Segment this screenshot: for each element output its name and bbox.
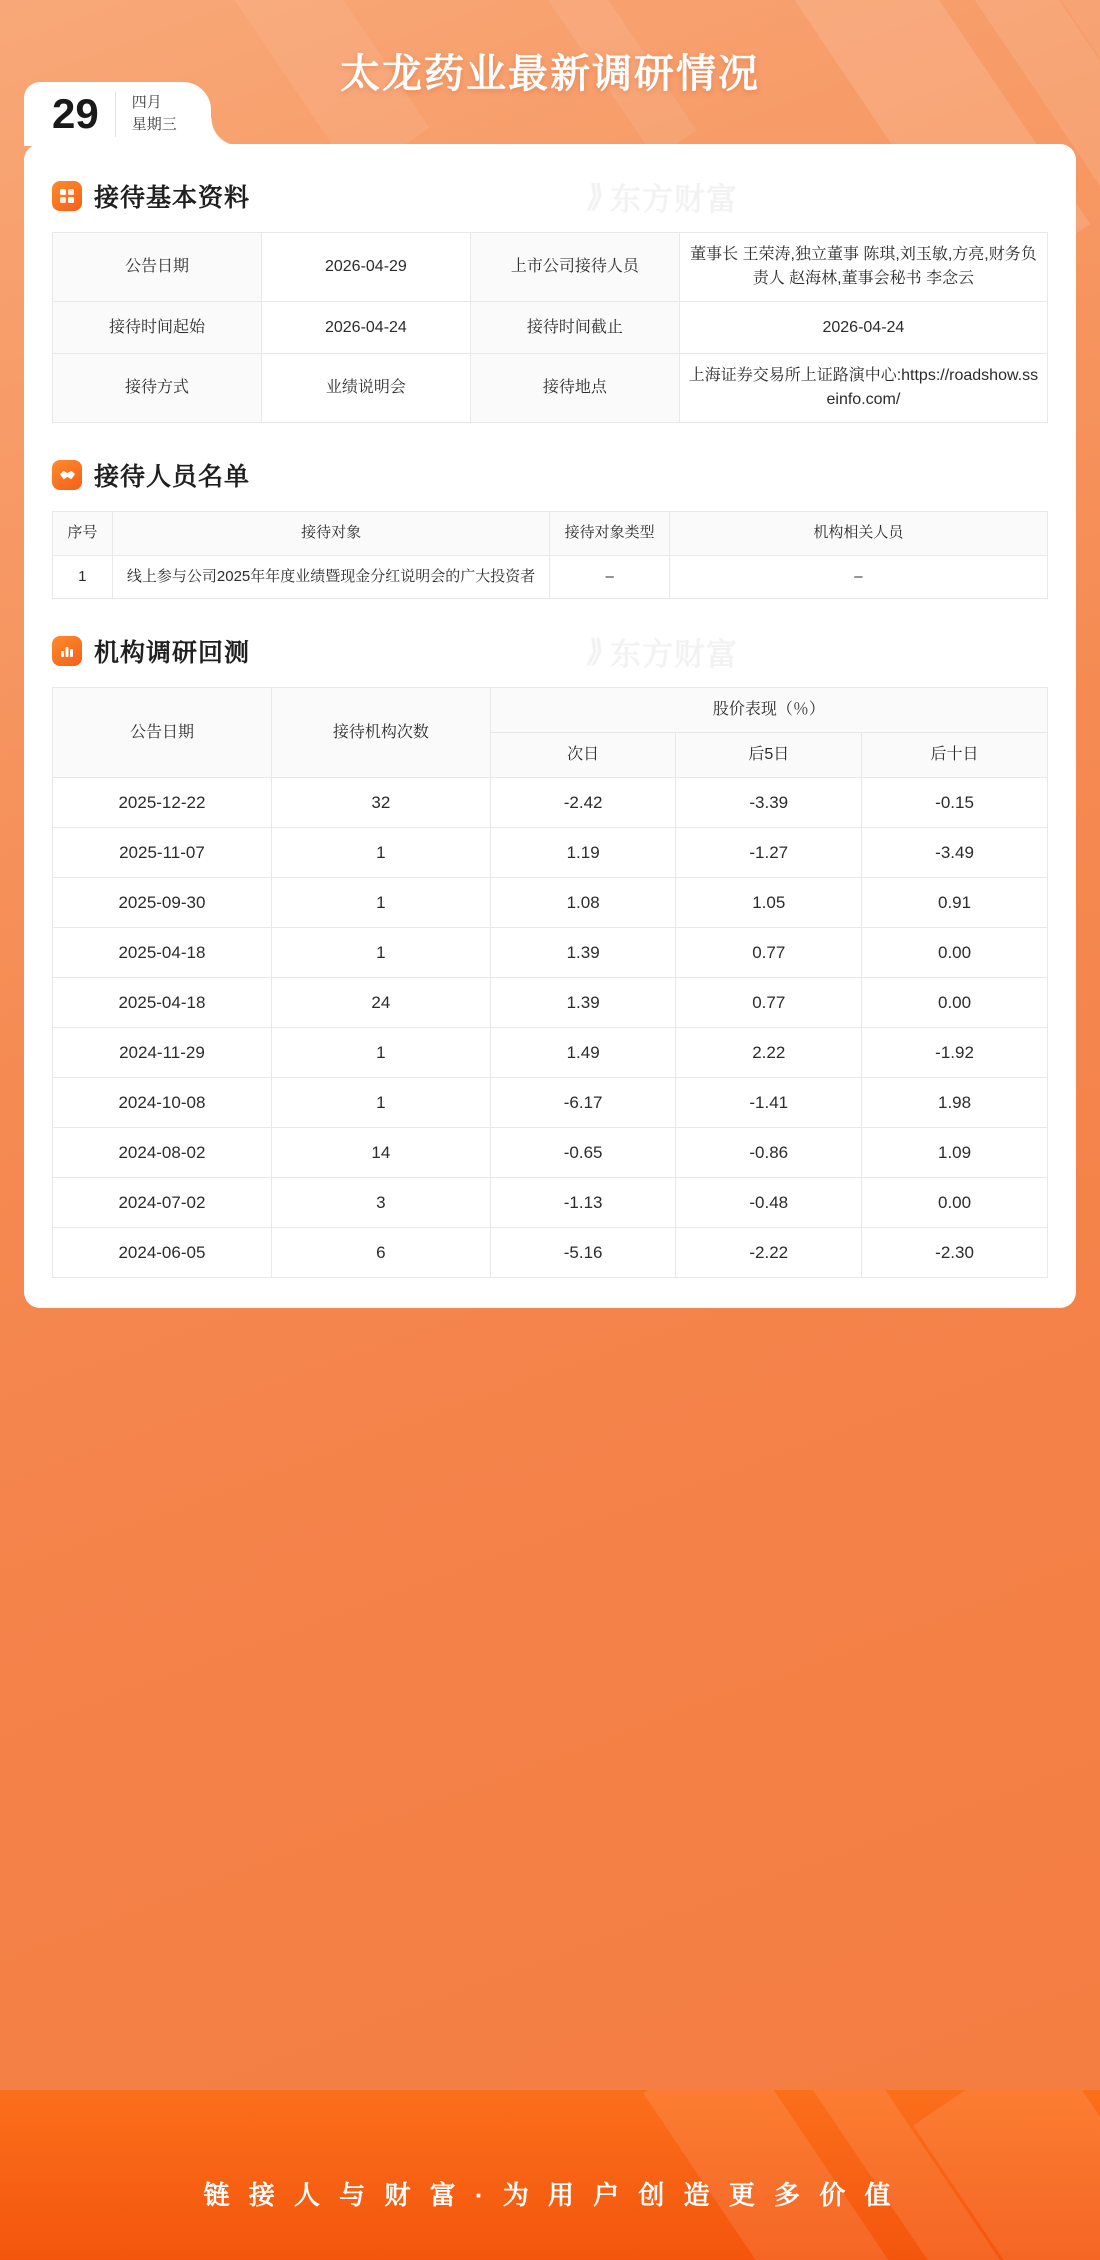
cell-next-day: 1.39 — [490, 978, 676, 1028]
column-header-performance: 股价表现（％） — [490, 688, 1047, 733]
table-row — [53, 1228, 1048, 1278]
cell-count: 1 — [271, 828, 490, 878]
cell-next-day: -0.65 — [490, 1128, 676, 1178]
cell-after-10: -0.15 — [862, 778, 1048, 828]
cell-date: 2024-06-05 — [53, 1228, 272, 1278]
cell-after-5: -0.86 — [676, 1128, 862, 1178]
cell-next-day: -2.42 — [490, 778, 676, 828]
cell-date: 2025-09-30 — [53, 878, 272, 928]
cell-after-5: -1.27 — [676, 828, 862, 878]
section-visitor-list — [24, 423, 1076, 599]
cell-value: 2026-04-24 — [261, 302, 470, 354]
cell-date: 2024-10-08 — [53, 1078, 272, 1128]
bar-chart-icon — [52, 636, 82, 666]
cell-value: 2026-04-29 — [261, 233, 470, 302]
cell-after-5: -3.39 — [676, 778, 862, 828]
column-header-after-5: 后5日 — [676, 733, 862, 778]
cell-date: 2025-12-22 — [53, 778, 272, 828]
cell-index: 1 — [53, 555, 113, 599]
cell-next-day: 1.49 — [490, 1028, 676, 1078]
cell-label: 接待地点 — [470, 354, 679, 423]
table-row — [53, 978, 1048, 1028]
cell-count: 1 — [271, 878, 490, 928]
date-day: 29 — [52, 90, 99, 137]
cell-count: 6 — [271, 1228, 490, 1278]
section-title: 机构调研回测 — [94, 639, 251, 667]
cell-next-day: 1.39 — [490, 928, 676, 978]
cell-value: 上海证券交易所上证路演中心:https://roadshow.sseinfo.com/ — [679, 354, 1047, 423]
cell-after-10: -1.92 — [862, 1028, 1048, 1078]
column-header-date: 公告日期 — [53, 688, 272, 778]
table-row — [53, 828, 1048, 878]
cell-label: 接待方式 — [53, 354, 262, 423]
footer-band — [0, 2090, 1100, 2260]
cell-target: 线上参与公司2025年年度业绩暨现金分红说明会的广大投资者 — [112, 555, 550, 599]
cell-next-day: -6.17 — [490, 1078, 676, 1128]
table-row — [53, 302, 1048, 354]
grid-icon — [52, 181, 82, 211]
cell-after-10: 1.98 — [862, 1078, 1048, 1128]
cell-after-10: 0.00 — [862, 978, 1048, 1028]
cell-after-5: -0.48 — [676, 1178, 862, 1228]
cell-date: 2024-07-02 — [53, 1178, 272, 1228]
cell-label: 接待时间截止 — [470, 302, 679, 354]
basic-info-table — [52, 232, 1048, 423]
cell-after-10: 0.91 — [862, 878, 1048, 928]
table-row — [53, 1178, 1048, 1228]
column-header-index: 序号 — [53, 512, 113, 556]
cell-after-10: -2.30 — [862, 1228, 1048, 1278]
column-header-type: 接待对象类型 — [550, 512, 669, 556]
page-title: 太龙药业最新调研情况 — [340, 52, 760, 96]
cell-next-day: -5.16 — [490, 1228, 676, 1278]
table-header-row — [53, 688, 1048, 733]
table-row — [53, 1078, 1048, 1128]
date-month: 四月 — [131, 93, 162, 111]
cell-count: 1 — [271, 1028, 490, 1078]
cell-count: 32 — [271, 778, 490, 828]
section-basic-info — [24, 144, 1076, 423]
cell-after-10: 1.09 — [862, 1128, 1048, 1178]
watermark-text: 东方财富 — [610, 637, 738, 672]
date-meta — [115, 92, 177, 137]
table-row — [53, 354, 1048, 423]
watermark-logo: ⟫ — [584, 635, 607, 668]
table-row — [53, 878, 1048, 928]
section-header — [52, 144, 1048, 232]
backtest-table — [52, 687, 1048, 1278]
visitor-list-table — [52, 511, 1048, 599]
cell-next-day: 1.19 — [490, 828, 676, 878]
cell-after-5: 0.77 — [676, 978, 862, 1028]
content-card — [24, 90, 1076, 1308]
cell-after-5: -2.22 — [676, 1228, 862, 1278]
cell-after-10: -3.49 — [862, 828, 1048, 878]
cell-after-10: 0.00 — [862, 928, 1048, 978]
column-header-next-day: 次日 — [490, 733, 676, 778]
cell-date: 2025-04-18 — [53, 928, 272, 978]
cell-next-day: -1.13 — [490, 1178, 676, 1228]
date-weekday: 星期三 — [131, 116, 177, 133]
cell-date: 2024-11-29 — [53, 1028, 272, 1078]
cell-label: 公告日期 — [53, 233, 262, 302]
column-header-after-10: 后十日 — [862, 733, 1048, 778]
handshake-icon — [52, 460, 82, 490]
cell-staff: – — [669, 555, 1047, 599]
cell-value: 2026-04-24 — [679, 302, 1047, 354]
section-backtest — [24, 599, 1076, 1278]
cell-count: 1 — [271, 928, 490, 978]
cell-after-5: 1.05 — [676, 878, 862, 928]
section-header — [52, 599, 1048, 687]
watermark — [584, 174, 738, 219]
cell-label: 上市公司接待人员 — [470, 233, 679, 302]
cell-date: 2025-11-07 — [53, 828, 272, 878]
table-row — [53, 1028, 1048, 1078]
cell-type: – — [550, 555, 669, 599]
cell-after-5: 2.22 — [676, 1028, 862, 1078]
column-header-target: 接待对象 — [112, 512, 550, 556]
cell-label: 接待时间起始 — [53, 302, 262, 354]
cell-date: 2024-08-02 — [53, 1128, 272, 1178]
footer-slogan: 链 接 人 与 财 富 · 为 用 户 创 造 更 多 价 值 — [203, 2180, 897, 2210]
date-tab — [24, 82, 211, 146]
cell-count: 3 — [271, 1178, 490, 1228]
column-header-count: 接待机构次数 — [271, 688, 490, 778]
cell-count: 1 — [271, 1078, 490, 1128]
column-header-staff: 机构相关人员 — [669, 512, 1047, 556]
watermark — [584, 629, 738, 674]
watermark-text: 东方财富 — [610, 182, 738, 217]
section-title: 接待基本资料 — [94, 184, 251, 212]
cell-value: 董事长 王荣涛,独立董事 陈琪,刘玉敏,方亮,财务负责人 赵海林,董事会秘书 李念云 — [679, 233, 1047, 302]
cell-after-5: -1.41 — [676, 1078, 862, 1128]
table-header-row — [53, 512, 1048, 556]
cell-count: 14 — [271, 1128, 490, 1178]
cell-date: 2025-04-18 — [53, 978, 272, 1028]
cell-count: 24 — [271, 978, 490, 1028]
table-row — [53, 555, 1048, 599]
table-row — [53, 778, 1048, 828]
table-row — [53, 928, 1048, 978]
cell-after-5: 0.77 — [676, 928, 862, 978]
section-title: 接待人员名单 — [94, 463, 251, 491]
cell-after-10: 0.00 — [862, 1178, 1048, 1228]
cell-value: 业绩说明会 — [261, 354, 470, 423]
cell-next-day: 1.08 — [490, 878, 676, 928]
section-header — [52, 423, 1048, 511]
table-row — [53, 233, 1048, 302]
watermark-logo: ⟫ — [584, 180, 607, 213]
table-row — [53, 1128, 1048, 1178]
